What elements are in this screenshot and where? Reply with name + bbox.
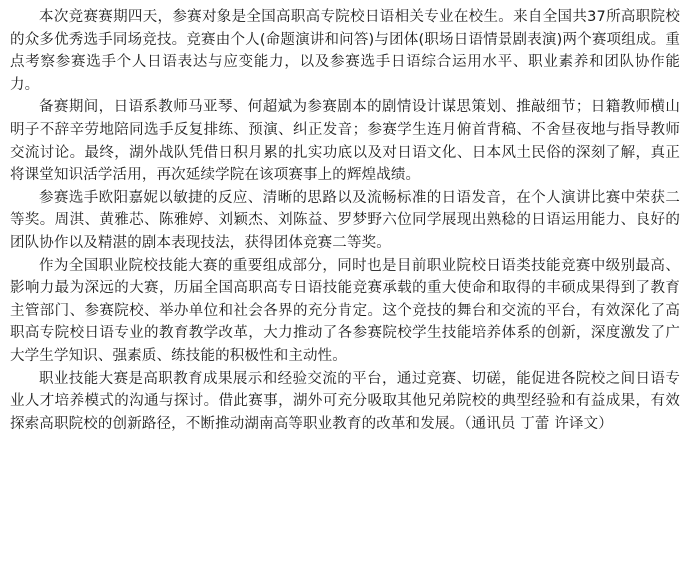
- paragraph-awards: 参赛选手欧阳嘉妮以敏捷的反应、清晰的思路以及流畅标准的日语发音，在个人演讲比赛中荣获二等奖。周淇、黄雅芯、陈雅婷、刘颖杰、刘陈益、罗梦野六位同学展现出熟稔的日语运用能力、良好的团队协作以及精湛的剧本表现技法，获得团体竞赛二等奖。: [10, 189, 680, 251]
- paragraph-competition-overview: 本次竞赛赛期四天，参赛对象是全国高职高专院校日语相关专业在校生。来自全国共37所高职院校的众多优秀选手同场竞技。竞赛由个人(命题演讲和问答)与团体(职场日语情景剧表演)两个赛项组成。重点考察参赛选手个人日语表达与应变能力，以及参赛选手日语综合运用水平、职业素养和团队协作能力。: [10, 9, 680, 93]
- paragraph-preparation: 备赛期间，日语系教师马亚琴、何超斌为参赛剧本的剧情设计谋思策划、推敲细节；日籍教师横山明子不辞辛劳地陪同选手反复排练、预演、纠正发音；参赛学生连月俯首背稿、不舍昼夜地与指导教师交流讨论。最终，湖外战队凭借日积月累的扎实功底以及对日语文化、日本风土民俗的深刻了解，真正将课堂知识活学活用，再次延续学院在该项赛事上的辉煌战绩。: [10, 99, 680, 184]
- article-body: [10, 6, 680, 435]
- paragraph-significance: 作为全国职业院校技能大赛的重要组成部分，同时也是目前职业院校日语类技能竞赛中级别最高、影响力最为深远的大赛，历届全国高职高专日语技能竞赛承载的重大使命和取得的丰硕成果得到了教育主管部门、参赛院校、举办单位和社会各界的充分肯定。这个竞技的舞台和交流的平台，有效深化了高职高专院校日语专业的教育教学改革，大力推动了各参赛院校学生技能培养体系的创新，深度激发了广大学生学知识、强素质、练技能的积极性和主动性。: [10, 257, 680, 364]
- paragraph-conclusion: 职业技能大赛是高职教育成果展示和经验交流的平台，通过竞赛、切磋，能促进各院校之间日语专业人才培养模式的沟通与探讨。借此赛事，湖外可充分吸取其他兄弟院校的典型经验和有益成果，有效探索高职院校的创新路径，不断推动湖南高等职业教育的改革和发展。（通讯员 丁蕾 许译文）: [10, 370, 680, 432]
